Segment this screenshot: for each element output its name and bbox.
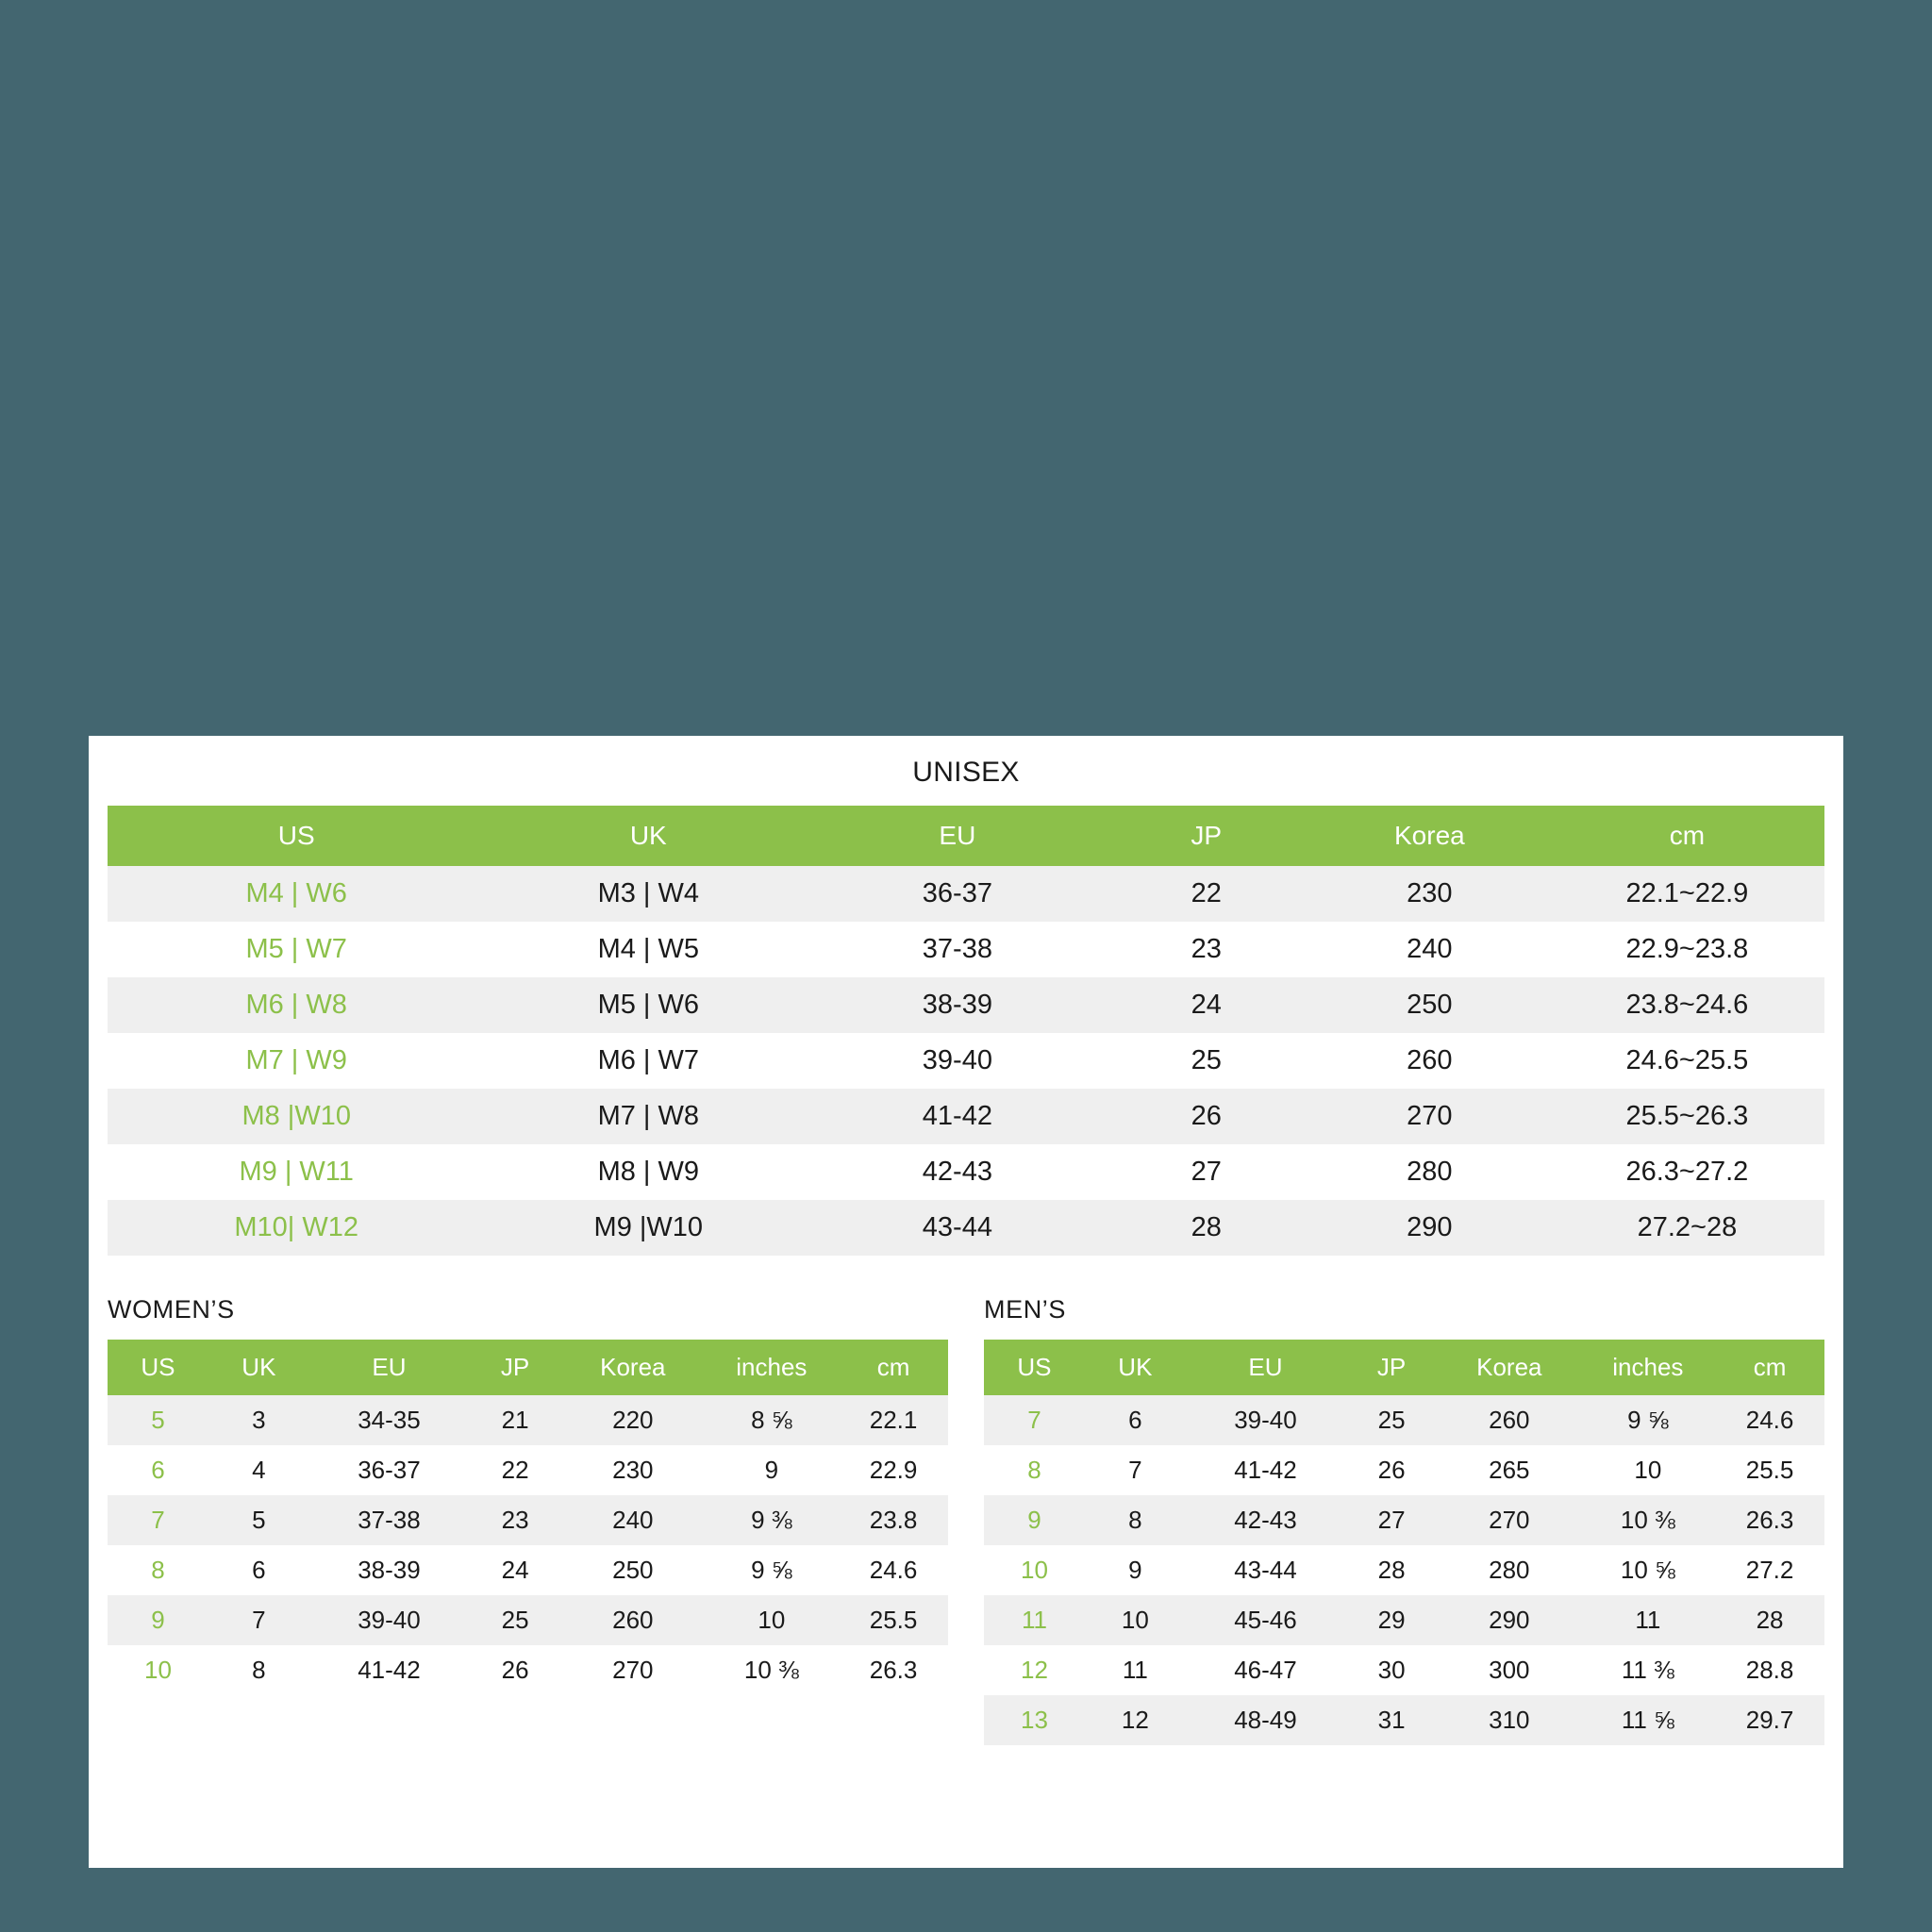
cell-korea: 260 [612,1606,654,1634]
table-row [108,1545,948,1595]
column-header-korea: Korea [561,1340,704,1395]
table-row [108,1144,1824,1200]
cell-uk: 8 [252,1656,266,1684]
cell-cm: 29.7 [1745,1706,1794,1734]
cell-eu: 37-38 [922,934,992,964]
cell-korea: 230 [612,1456,654,1484]
cell-jp: 24 [501,1556,529,1584]
cell-jp: 30 [1377,1656,1406,1684]
cell-eu: 43-44 [1234,1556,1297,1584]
table-row [984,1495,1824,1545]
column-header-eu: EU [1186,1340,1345,1395]
cell-uk: 7 [252,1606,266,1634]
cell-korea: 310 [1489,1706,1530,1734]
cell-us: M10| W12 [234,1212,359,1242]
column-header-uk: UK [485,806,811,866]
cell-us: M5 | W7 [245,934,347,964]
mens-label: MEN’S [984,1295,1067,1324]
cell-inches: 11 [1635,1606,1661,1634]
cell-jp: 27 [1377,1506,1406,1534]
cell-us: 6 [151,1456,165,1484]
cell-uk: M6 | W7 [597,1045,699,1075]
cell-eu: 42-43 [922,1157,992,1187]
unisex-table-wrapper [108,806,1824,1256]
table-row [108,1645,948,1695]
cell-cm: 22.9 [869,1456,918,1484]
cell-cm: 26.3 [1745,1506,1794,1534]
cell-cm: 22.9~23.8 [1625,934,1749,964]
cell-jp: 25 [501,1606,529,1634]
cell-uk: 4 [252,1456,266,1484]
column-header-inches: inches [705,1340,840,1395]
cell-cm: 28.8 [1745,1656,1794,1684]
column-header-uk: UK [1085,1340,1186,1395]
cell-korea: 290 [1489,1606,1530,1634]
cell-korea: 250 [612,1556,654,1584]
column-header-us: US [984,1340,1085,1395]
size-chart-card [89,736,1843,1868]
cell-inches: 9 [764,1456,779,1484]
cell-us: 10 [1020,1556,1048,1584]
table-row [108,1200,1824,1256]
cell-uk: M5 | W6 [597,990,699,1020]
cell-us: 10 [143,1656,172,1684]
cell-korea: 270 [612,1656,654,1684]
cell-uk: M9 |W10 [593,1212,704,1242]
cell-uk: 9 [1128,1556,1142,1584]
table-row [108,1495,948,1545]
cell-korea: 230 [1407,878,1453,908]
cell-cm: 24.6 [869,1556,918,1584]
cell-jp: 26 [1377,1456,1406,1484]
cell-us: 13 [1020,1706,1048,1734]
table-header-row [108,806,1824,866]
column-header-jp: JP [1345,1340,1438,1395]
cell-jp: 31 [1377,1706,1406,1734]
cell-jp: 27 [1191,1157,1222,1187]
cell-inches: 10 [758,1606,786,1634]
cell-jp: 24 [1191,990,1222,1020]
womens-size-table [108,1340,948,1695]
mens-section [984,1295,1824,1745]
table-row [108,1445,948,1495]
cell-eu: 48-49 [1234,1706,1297,1734]
cell-eu: 36-37 [358,1456,421,1484]
column-header-eu: EU [811,806,1103,866]
cell-inches: 10 ⅜ [1620,1506,1675,1534]
cell-eu: 39-40 [1234,1406,1297,1434]
table-row [984,1645,1824,1695]
unisex-size-table [108,806,1824,1256]
cell-korea: 280 [1407,1157,1453,1187]
womens-section [108,1295,948,1745]
column-header-cm: cm [839,1340,948,1395]
cell-inches: 9 ⅝ [1627,1406,1669,1434]
column-header-uk: UK [208,1340,309,1395]
table-row [108,977,1824,1033]
mens-size-table [984,1340,1824,1745]
cell-jp: 26 [1191,1101,1222,1131]
cell-jp: 28 [1191,1212,1222,1242]
column-header-jp: JP [1104,806,1309,866]
cell-us: 7 [1027,1406,1041,1434]
column-header-korea: Korea [1309,806,1550,866]
unisex-title: UNISEX [912,757,1020,788]
cell-eu: 37-38 [358,1506,421,1534]
cell-inches: 8 ⅝ [751,1406,792,1434]
cell-uk: 3 [252,1406,266,1434]
table-row [984,1395,1824,1445]
cell-korea: 220 [612,1406,654,1434]
cell-cm: 28 [1756,1606,1784,1634]
table-row [108,922,1824,977]
cell-eu: 41-42 [1234,1456,1297,1484]
column-header-eu: EU [309,1340,469,1395]
cell-us: M8 |W10 [242,1101,351,1131]
cell-uk: 12 [1121,1706,1149,1734]
table-header-row [108,1340,948,1395]
table-row [108,1395,948,1445]
cell-us: 7 [151,1506,165,1534]
cell-jp: 22 [1191,878,1222,908]
cell-cm: 25.5~26.3 [1625,1101,1749,1131]
cell-cm: 24.6 [1745,1406,1794,1434]
cell-us: M4 | W6 [245,878,347,908]
cell-cm: 25.5 [869,1606,918,1634]
cell-cm: 22.1~22.9 [1625,878,1749,908]
column-header-cm: cm [1715,1340,1824,1395]
column-header-inches: inches [1581,1340,1716,1395]
cell-uk: M7 | W8 [597,1101,699,1131]
cell-us: 8 [1027,1456,1041,1484]
cell-us: M9 | W11 [239,1157,354,1187]
cell-us: 8 [151,1556,165,1584]
cell-inches: 10 ⅝ [1620,1556,1675,1584]
cell-eu: 43-44 [922,1212,992,1242]
table-row [984,1695,1824,1745]
cell-jp: 23 [501,1506,529,1534]
cell-korea: 240 [1407,934,1453,964]
cell-inches: 11 ⅝ [1621,1706,1674,1734]
cell-cm: 25.5 [1745,1456,1794,1484]
cell-cm: 26.3~27.2 [1625,1157,1749,1187]
cell-uk: 11 [1122,1656,1148,1684]
cell-inches: 9 ⅝ [751,1556,792,1584]
cell-eu: 36-37 [922,878,992,908]
cell-uk: 8 [1128,1506,1142,1534]
cell-korea: 260 [1407,1045,1453,1075]
cell-inches: 10 [1634,1456,1662,1484]
cell-cm: 26.3 [869,1656,918,1684]
cell-cm: 27.2 [1745,1556,1794,1584]
cell-jp: 23 [1191,934,1222,964]
cell-uk: 7 [1128,1456,1142,1484]
cell-uk: 10 [1121,1606,1149,1634]
column-header-cm: cm [1550,806,1824,866]
cell-korea: 270 [1407,1101,1453,1131]
cell-korea: 280 [1489,1556,1530,1584]
cell-us: 9 [151,1606,165,1634]
cell-korea: 270 [1489,1506,1530,1534]
column-header-jp: JP [469,1340,561,1395]
cell-uk: 5 [252,1506,266,1534]
cell-uk: 6 [252,1556,266,1584]
cell-korea: 250 [1407,990,1453,1020]
cell-us: 5 [151,1406,165,1434]
cell-eu: 34-35 [358,1406,421,1434]
cell-eu: 42-43 [1234,1506,1297,1534]
cell-eu: 41-42 [922,1101,992,1131]
column-header-korea: Korea [1438,1340,1580,1395]
table-header-row [984,1340,1824,1395]
column-header-us: US [108,1340,208,1395]
cell-korea: 300 [1489,1656,1530,1684]
cell-jp: 25 [1377,1406,1406,1434]
cell-korea: 265 [1489,1456,1530,1484]
cell-inches: 9 ⅜ [751,1506,792,1534]
cell-jp: 26 [501,1656,529,1684]
cell-us: M7 | W9 [245,1045,347,1075]
cell-jp: 21 [501,1406,529,1434]
table-row [108,1595,948,1645]
cell-korea: 260 [1489,1406,1530,1434]
cell-eu: 45-46 [1234,1606,1297,1634]
cell-eu: 41-42 [358,1656,421,1684]
cell-korea: 240 [612,1506,654,1534]
table-row [108,1033,1824,1089]
cell-us: 9 [1027,1506,1041,1534]
cell-uk: 6 [1128,1406,1142,1434]
table-row [108,866,1824,922]
cell-jp: 28 [1377,1556,1406,1584]
cell-jp: 22 [501,1456,529,1484]
cell-cm: 24.6~25.5 [1625,1045,1749,1075]
table-row [984,1445,1824,1495]
cell-eu: 46-47 [1234,1656,1297,1684]
cell-korea: 290 [1407,1212,1453,1242]
cell-uk: M4 | W5 [597,934,699,964]
cell-us: 12 [1020,1656,1048,1684]
cell-uk: M3 | W4 [597,878,699,908]
table-row [984,1545,1824,1595]
column-header-us: US [108,806,485,866]
cell-us: M6 | W8 [245,990,347,1020]
table-row [984,1595,1824,1645]
cell-jp: 29 [1377,1606,1406,1634]
cell-eu: 39-40 [922,1045,992,1075]
cell-eu: 39-40 [358,1606,421,1634]
cell-cm: 22.1 [869,1406,918,1434]
cell-eu: 38-39 [358,1556,421,1584]
cell-inches: 11 ⅜ [1621,1656,1674,1684]
cell-inches: 10 ⅜ [743,1656,799,1684]
table-row [108,1089,1824,1144]
cell-us: 11 [1021,1606,1047,1634]
cell-uk: M8 | W9 [597,1157,699,1187]
cell-cm: 27.2~28 [1637,1212,1738,1242]
cell-jp: 25 [1191,1045,1222,1075]
cell-cm: 23.8 [869,1506,918,1534]
lower-tables-section [108,1295,1824,1745]
cell-cm: 23.8~24.6 [1625,990,1749,1020]
cell-eu: 38-39 [922,990,992,1020]
womens-label: WOMEN’S [108,1295,235,1324]
